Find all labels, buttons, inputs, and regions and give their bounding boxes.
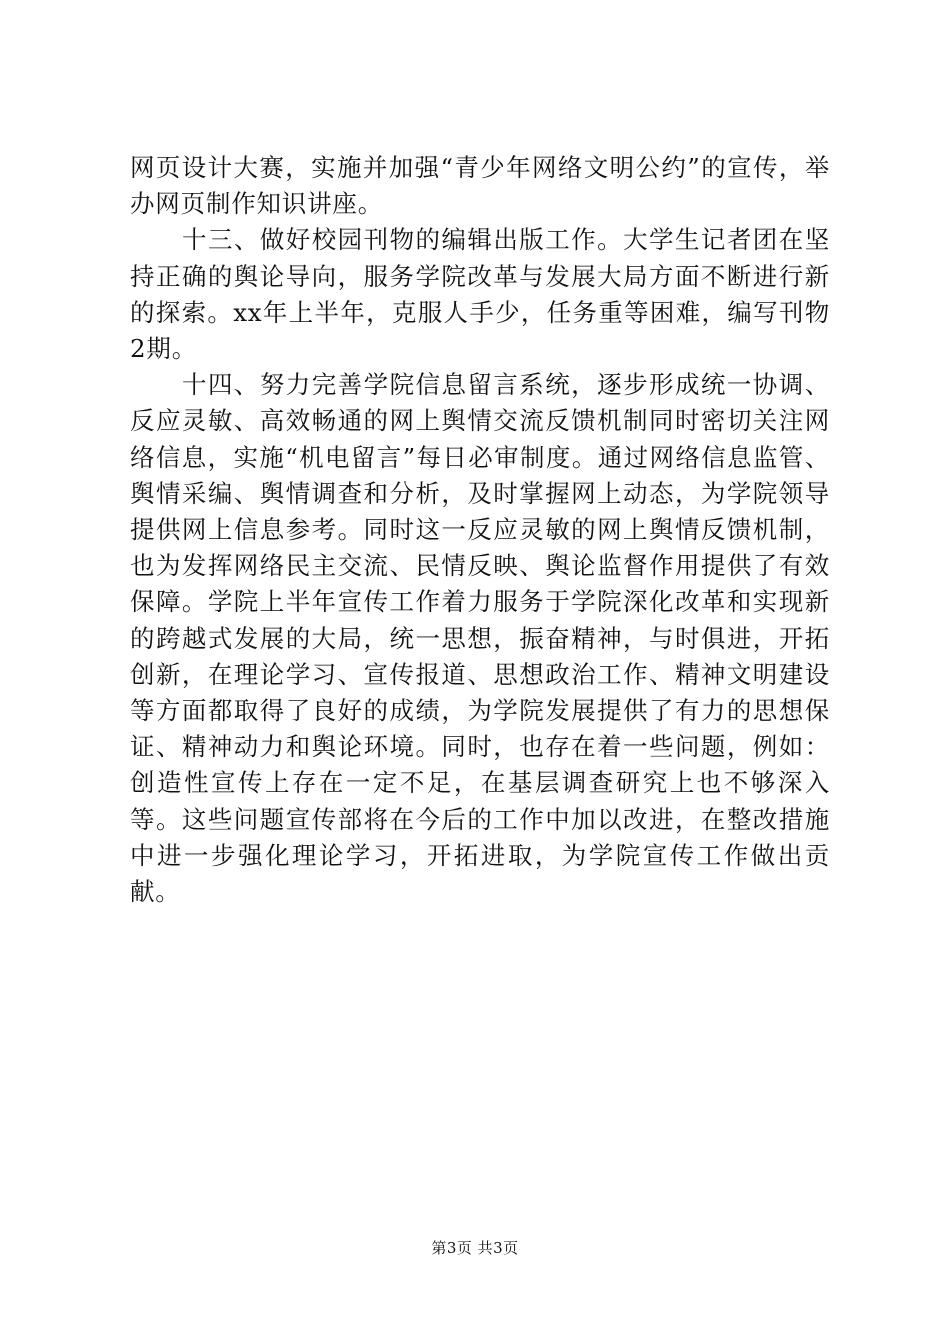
paragraph-item-14: 十四、努力完善学院信息留言系统，逐步形成统一协调、反应灵敏、高效畅通的网上舆情交流反馈机制同时密切关注网络信息，实施“机电留言”每日必审制度。通过网络信息监管、舆情采编、舆情调查和分析，及时掌握网上动态，为学院领导提供网上信息参考。同时这一反应灵敏的网上舆情反馈机制，也为发挥网络民主交流、民情反映、舆论监督作用提供了有效保障。学院上半年宣传工作着力服务于学院深化改革和实现新的跨越式发展的大局，统一思想，振奋精神，与时俱进，开拓创新，在理论学习、宣传报道、思想政治工作、精神文明建设等方面都取得了良好的成绩，为学院发展提供了有力的思想保证、精神动力和舆论环境。同时，也存在着一些问题，例如：创造性宣传上存在一定不足，在基层调查研究上也不够深入等。这些问题宣传部将在今后的工作中加以改进，在整改措施中进一步强化理论学习，开拓进取，为学院宣传工作做出贡献。 (130, 370, 830, 907)
paragraph-item-13: 十三、做好校园刊物的编辑出版工作。大学生记者团在坚持正确的舆论导向，服务学院改革与发展大局方面不断进行新的探索。xx年上半年，克服人手少，任务重等困难，编写刊物2期。 (130, 225, 830, 364)
paragraph-continuation: 网页设计大赛，实施并加强“青少年网络文明公约”的宣传，举办网页制作知识讲座。 (130, 153, 830, 219)
page-footer: 第3页 共3页 (431, 1239, 519, 1257)
document-body (130, 150, 830, 910)
